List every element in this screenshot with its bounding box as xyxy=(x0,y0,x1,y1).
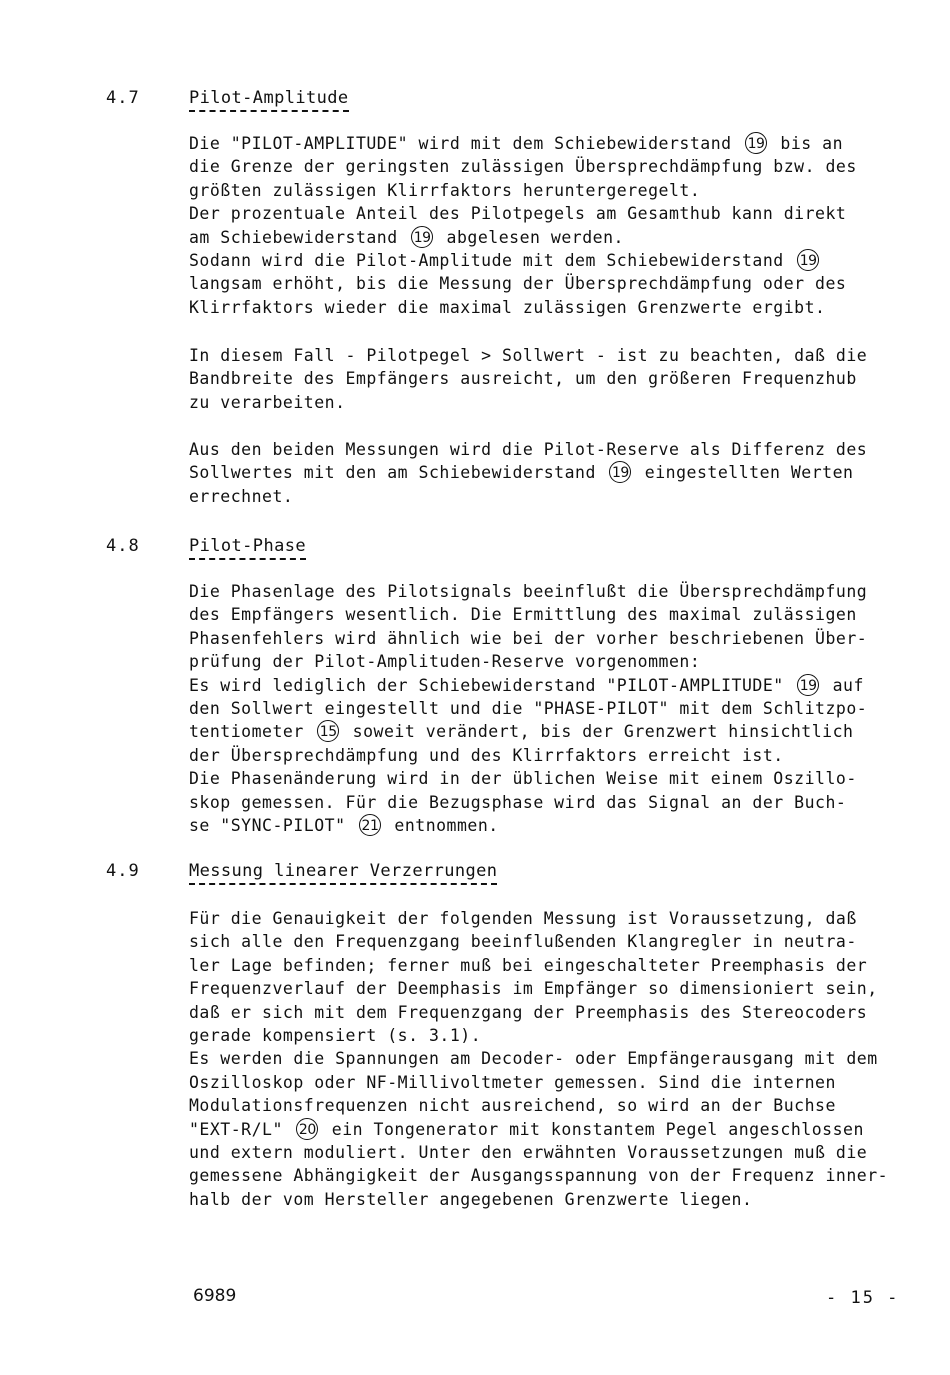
section-number: 4.8 xyxy=(106,536,140,556)
text-line: sich alle den Frequenzgang beeinflußenden Klangregler in neutra- xyxy=(189,932,857,952)
section-heading: Pilot-Amplitude xyxy=(189,88,349,112)
text-line: größten zulässigen Klirrfaktors heruntergeregelt. xyxy=(189,180,701,200)
text-line: langsam erhöht, bis die Messung der Übersprechdämpfung oder des xyxy=(189,274,847,294)
reference-number-badge: 19 xyxy=(797,674,819,696)
text-line: Der prozentuale Anteil des Pilotpegels am Gesamthub kann direkt xyxy=(189,204,847,224)
paragraph xyxy=(189,580,867,837)
text-line: zu verarbeiten. xyxy=(189,392,346,412)
text-line: des Empfängers wesentlich. Die Ermittlung des maximal zulässigen xyxy=(189,605,857,625)
reference-number-badge: 15 xyxy=(317,720,339,742)
text-line: errechnet. xyxy=(189,486,294,506)
text-line: Phasenfehlers wird ähnlich wie bei der vorher beschriebenen Über- xyxy=(189,628,868,648)
text-line: daß er sich mit dem Frequenzgang der Preemphasis des Stereocoders xyxy=(189,1002,868,1022)
reference-number-badge: 21 xyxy=(359,814,381,836)
text-line: se "SYNC-PILOT" 21 entnommen. xyxy=(189,816,499,836)
reference-number-badge: 19 xyxy=(745,132,767,154)
text-line: skop gemessen. Für die Bezugsphase wird das Signal an der Buch- xyxy=(189,792,847,812)
text-line: ler Lage befinden; ferner muß bei eingeschalteter Preemphasis der xyxy=(189,955,868,975)
text-line: der Übersprechdämpfung und des Klirrfaktors erreicht ist. xyxy=(189,745,784,765)
reference-number-badge: 19 xyxy=(411,226,433,248)
text-line: Sodann wird die Pilot-Amplitude mit dem Schiebewiderstand 19 xyxy=(189,249,857,272)
text-line: am Schiebewiderstand 19 abgelesen werden. xyxy=(189,227,624,247)
section-heading: Pilot-Phase xyxy=(189,536,306,560)
text-line: halb der vom Hersteller angegebenen Grenzwerte liegen. xyxy=(189,1189,753,1209)
text-line: Modulationsfrequenzen nicht ausreichend, so wird an der Buchse xyxy=(189,1096,836,1116)
text-line: Klirrfaktors wieder die maximal zulässigen Grenzwerte ergibt. xyxy=(189,297,826,317)
text-line: Frequenzverlauf der Deemphasis im Empfänger so dimensioniert sein, xyxy=(189,979,878,999)
text-line: Die Phasenlage des Pilotsignals beeinflußt die Übersprechdämpfung xyxy=(189,582,868,601)
section-number: 4.7 xyxy=(106,88,140,108)
paragraph xyxy=(189,438,867,508)
text-line: Aus den beiden Messungen wird die Pilot-Reserve als Differenz des xyxy=(189,440,868,459)
text-line: gerade kompensiert (s. 3.1). xyxy=(189,1026,482,1046)
reference-number-badge: 20 xyxy=(296,1118,318,1140)
paragraph xyxy=(189,132,857,319)
text-line: Die "PILOT-AMPLITUDE" wird mit dem Schiebewiderstand 19 bis an xyxy=(189,134,844,153)
text-line: den Sollwert eingestellt und die "PHASE-PILOT" mit dem Schlitzpo- xyxy=(189,699,868,719)
text-line: die Grenze der geringsten zulässigen Übersprechdämpfung bzw. des xyxy=(189,157,857,177)
text-line: und extern moduliert. Unter den erwähnten Voraussetzungen muß die xyxy=(189,1143,868,1163)
text-line: Die Phasenänderung wird in der üblichen Weise mit einem Oszillo- xyxy=(189,769,857,789)
page-number: - 15 - xyxy=(826,1288,900,1308)
text-line: Bandbreite des Empfängers ausreicht, um den größeren Frequenzhub xyxy=(189,369,857,389)
text-line: "EXT-R/L" 20 ein Tongenerator mit konstantem Pegel angeschlossen xyxy=(189,1119,864,1139)
text-line: Für die Genauigkeit der folgenden Messung ist Voraussetzung, daß xyxy=(189,909,857,928)
paragraph xyxy=(189,344,867,414)
section-heading: Messung linearer Verzerrungen xyxy=(189,861,497,885)
text-line: prüfung der Pilot-Amplituden-Reserve vorgenommen: xyxy=(189,652,701,672)
text-line: Oszilloskop oder NF-Millivoltmeter gemessen. Sind die internen xyxy=(189,1072,836,1092)
reference-number-badge: 19 xyxy=(609,461,631,483)
text-line: tentiometer 15 soweit verändert, bis der Grenzwert hinsichtlich xyxy=(189,722,854,742)
document-number: 6989 xyxy=(193,1286,237,1306)
text-line: Sollwertes mit den am Schiebewiderstand 19 eingestellten Werten xyxy=(189,463,854,483)
text-line: Es wird lediglich der Schiebewiderstand "PILOT-AMPLITUDE" 19 auf xyxy=(189,675,864,695)
text-line: gemessene Abhängigkeit der Ausgangsspannung von der Frequenz inner- xyxy=(189,1166,889,1186)
reference-number-badge: 19 xyxy=(797,249,819,271)
text-line: In diesem Fall - Pilotpegel > Sollwert - ist zu beachten, daß die xyxy=(189,346,868,365)
section-number: 4.9 xyxy=(106,861,140,881)
paragraph xyxy=(189,907,888,1211)
text-line: Es werden die Spannungen am Decoder- oder Empfängerausgang mit dem xyxy=(189,1049,878,1069)
